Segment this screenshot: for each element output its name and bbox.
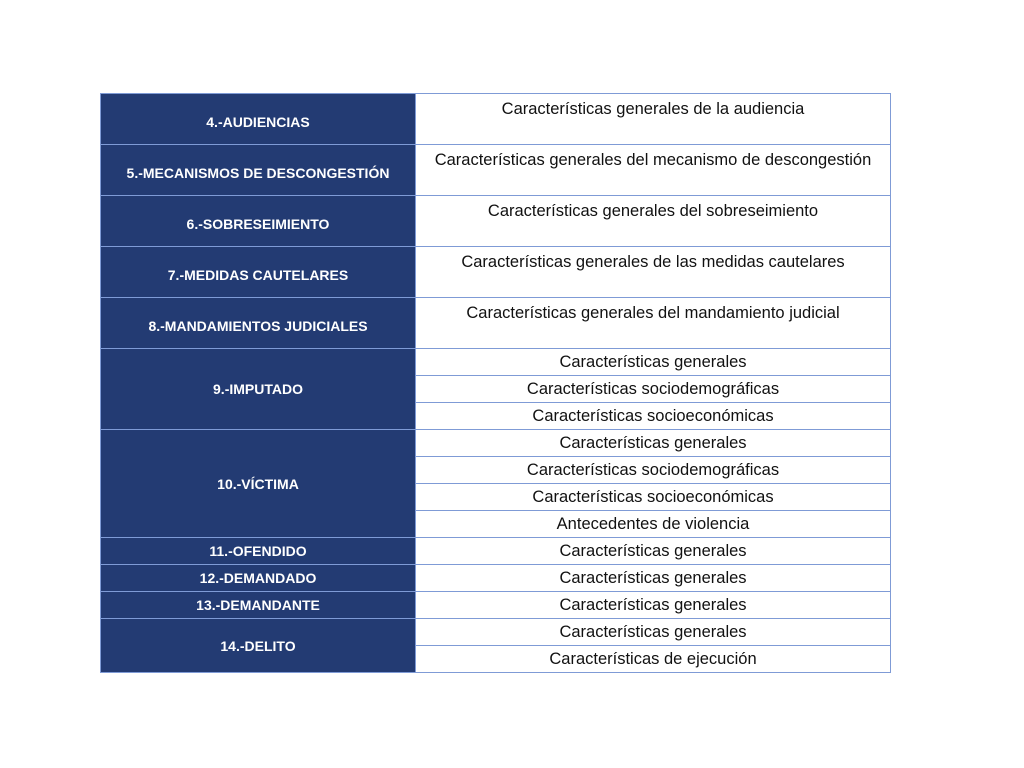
description-cell: Características generales de la audiencia xyxy=(416,94,891,145)
category-cell: 14.-DELITO xyxy=(101,619,416,673)
description-cell: Características generales del mandamiento judicial xyxy=(416,298,891,349)
table-row xyxy=(101,94,891,145)
table-row xyxy=(101,538,891,565)
table-row xyxy=(101,145,891,196)
description-cell: Características generales xyxy=(416,349,891,376)
category-cell: 13.-DEMANDANTE xyxy=(101,592,416,619)
table-row xyxy=(101,619,891,646)
category-table xyxy=(100,93,891,673)
table-row xyxy=(101,298,891,349)
category-cell: 8.-MANDAMIENTOS JUDICIALES xyxy=(101,298,416,349)
category-cell: 10.-VÍCTIMA xyxy=(101,430,416,538)
description-cell: Características generales xyxy=(416,565,891,592)
category-cell: 12.-DEMANDADO xyxy=(101,565,416,592)
category-cell: 6.-SOBRESEIMIENTO xyxy=(101,196,416,247)
description-cell: Características socioeconómicas xyxy=(416,484,891,511)
description-cell: Características socioeconómicas xyxy=(416,403,891,430)
description-cell: Características generales xyxy=(416,538,891,565)
description-cell: Antecedentes de violencia xyxy=(416,511,891,538)
category-cell: 9.-IMPUTADO xyxy=(101,349,416,430)
description-cell: Características sociodemográficas xyxy=(416,457,891,484)
table-row xyxy=(101,430,891,457)
category-cell: 11.-OFENDIDO xyxy=(101,538,416,565)
table-row xyxy=(101,565,891,592)
category-cell: 7.-MEDIDAS CAUTELARES xyxy=(101,247,416,298)
description-cell: Características generales del sobreseimiento xyxy=(416,196,891,247)
table-row xyxy=(101,592,891,619)
table-row xyxy=(101,247,891,298)
description-cell: Características generales xyxy=(416,592,891,619)
category-cell: 5.-MECANISMOS DE DESCONGESTIÓN xyxy=(101,145,416,196)
description-cell: Características generales de las medidas cautelares xyxy=(416,247,891,298)
category-cell: 4.-AUDIENCIAS xyxy=(101,94,416,145)
table-row xyxy=(101,349,891,376)
description-cell: Características generales del mecanismo de descongestión xyxy=(416,145,891,196)
table-row xyxy=(101,196,891,247)
description-cell: Características sociodemográficas xyxy=(416,376,891,403)
description-cell: Características de ejecución xyxy=(416,646,891,673)
description-cell: Características generales xyxy=(416,430,891,457)
description-cell: Características generales xyxy=(416,619,891,646)
